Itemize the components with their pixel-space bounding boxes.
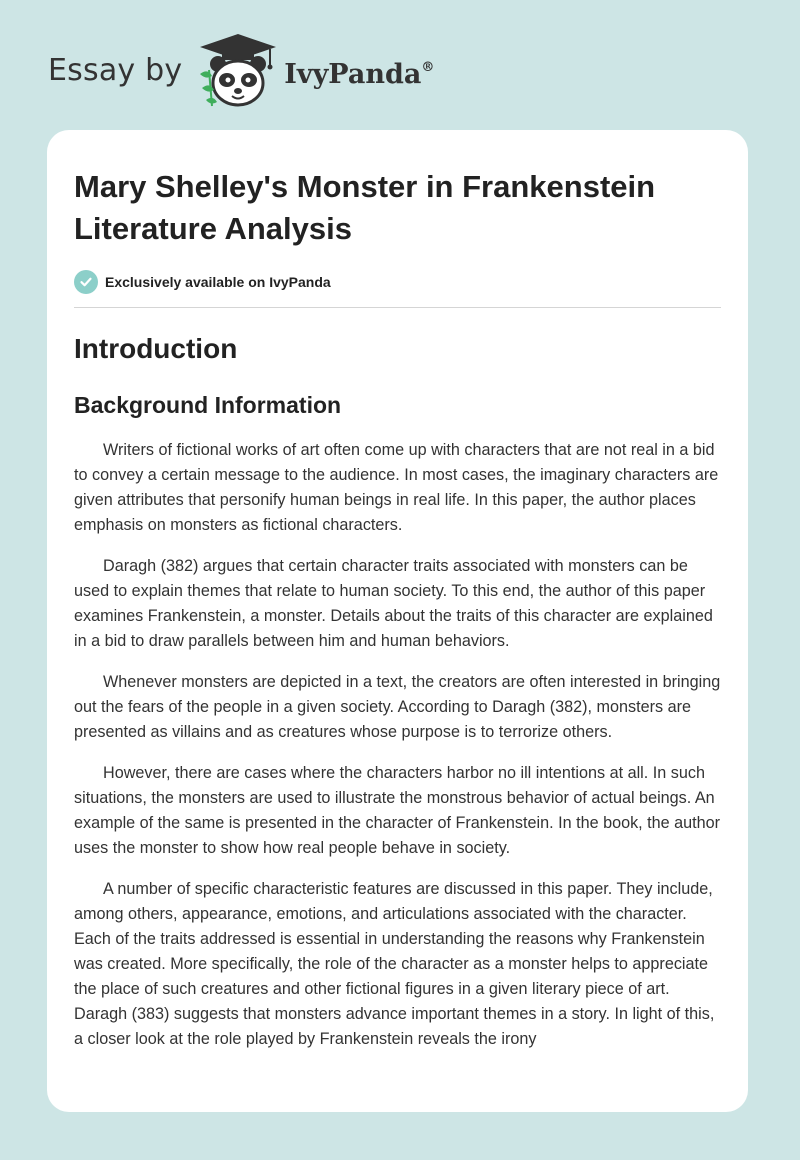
section-heading: Introduction (74, 333, 238, 364)
essay-card (47, 130, 748, 1112)
paragraph: Writers of fictional works of art often come up with characters that are not real in a bid to convey a certain message to the audience. In most cases, the imaginary characters are given attributes that personify human beings in real life. In this paper, the author places emphasis on monsters as fictional characters. (74, 441, 719, 534)
exclusive-notice (74, 270, 721, 308)
exclusive-label: Exclusively available on IvyPanda (105, 274, 331, 290)
essay-content (47, 130, 748, 1052)
panda-logo-icon[interactable] (196, 30, 280, 110)
essay-by-label: Essay by (48, 52, 183, 88)
subsection-heading: Background Information (74, 392, 342, 418)
site-header (48, 30, 434, 110)
paragraph: A number of specific characteristic features are discussed in this paper. They include, among others, appearance, emotions, and articulations associated with the character. Each of the traits addressed is essential in understanding the reasons why Frankenstein was created. More specifically, the role of the character as a monster helps to appreciate the place of such creatures and other fictional figures in a given literary piece of art. Daragh (383) suggests that monsters advance important themes in a story. In light of this, a closer look at the role played by Frankenstein reveals the irony (74, 880, 715, 1048)
essay-title: Mary Shelley's Monster in Frankenstein Literature Analysis (74, 169, 656, 246)
paragraph: However, there are cases where the characters harbor no ill intentions at all. In such situations, the monsters are used to illustrate the monstrous behavior of actual beings. An example of the same is presented in the character of Frankenstein. In the book, the author uses the monster to show how real people behave in society. (74, 764, 721, 857)
paragraph: Whenever monsters are depicted in a text, the creators are often interested in bringing out the fears of the people in a given society. According to Daragh (382), monsters are presented as villains and as creatures whose purpose is to terrorize others. (74, 673, 721, 741)
paragraph: Daragh (382) argues that certain character traits associated with monsters can be used to explain themes that relate to human society. To this end, the author of this paper examines Frankenstein, a monster. Details about the traits of this character are explained in a bid to draw parallels between him and human behaviors. (74, 557, 713, 650)
check-icon (74, 270, 98, 294)
brand-name[interactable] (284, 59, 434, 90)
brand-name-text: IvyPanda (284, 58, 422, 90)
registered-mark: ® (421, 59, 435, 75)
